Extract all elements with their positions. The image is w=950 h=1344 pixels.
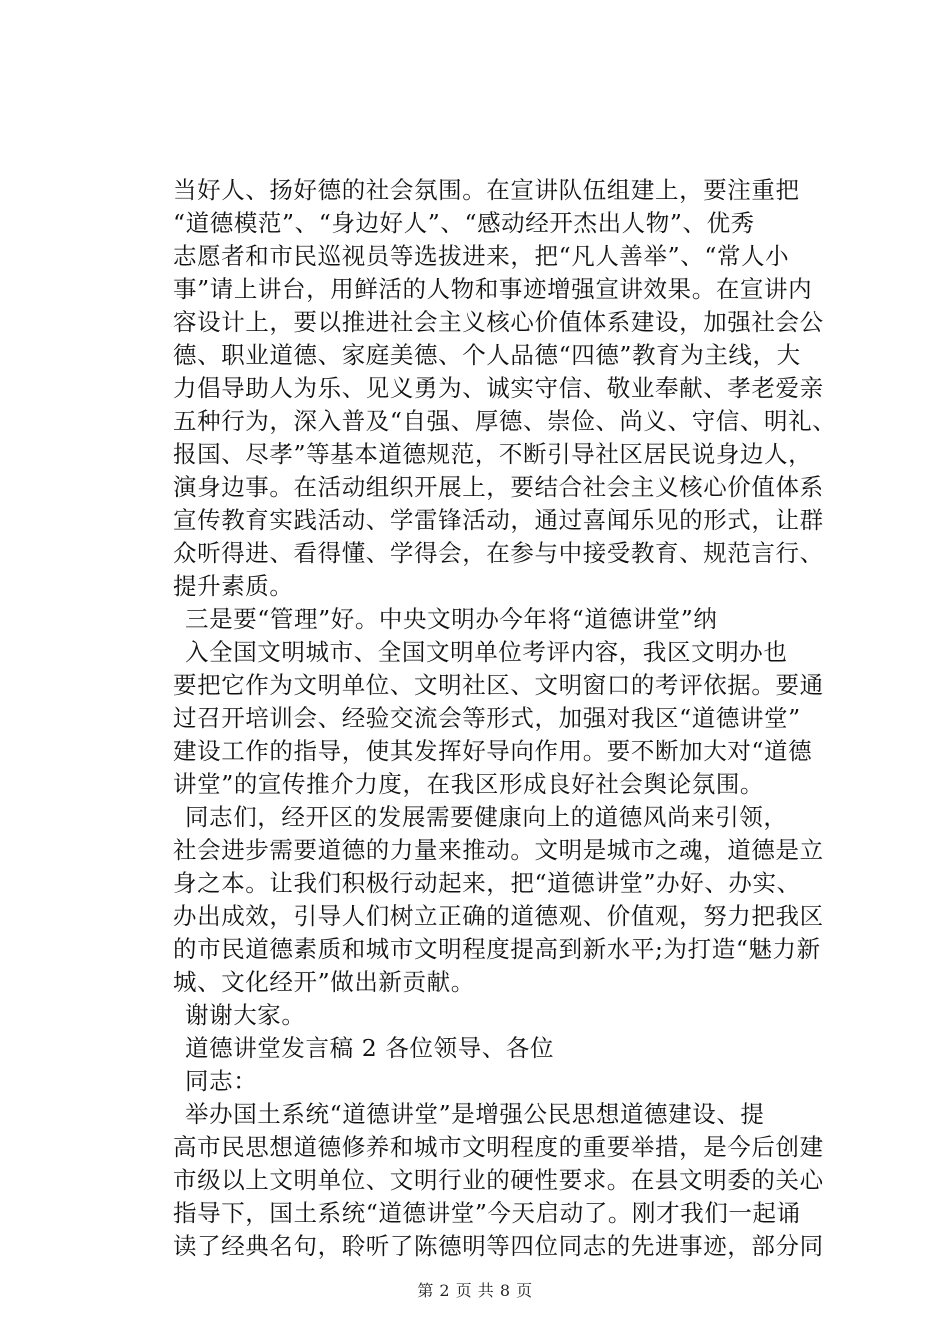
text-line: 身之本。让我们积极行动起来，把“道德讲堂”办好、办实、 bbox=[173, 869, 801, 897]
text-line: 谢谢大家。 bbox=[185, 1001, 306, 1029]
text-line: 举办国土系统“道德讲堂”是增强公民思想道德建设、提 bbox=[185, 1100, 765, 1128]
text-line: 的市民道德素质和城市文明程度提高到新水平;为打造“魅力新 bbox=[173, 935, 821, 963]
text-line: 三是要“管理”好。中央文明办今年将“道德讲堂”纳 bbox=[185, 605, 718, 633]
text-line: 当好人、扬好德的社会氛围。在宣讲队伍组建上，要注重把 bbox=[173, 176, 800, 204]
text-line: 高市民思想道德修养和城市文明程度的重要举措，是今后创建 bbox=[173, 1133, 824, 1161]
text-line: 力倡导助人为乐、见义勇为、诚实守信、敬业奉献、孝老爱亲 bbox=[173, 374, 824, 402]
text-line: 同志们，经开区的发展需要健康向上的道德风尚来引领， bbox=[185, 803, 788, 831]
text-line: 容设计上，要以推进社会主义核心价值体系建设，加强社会公 bbox=[173, 308, 824, 336]
text-line: 同志： bbox=[185, 1067, 258, 1095]
text-line: 报国、尽孝”等基本道德规范，不断引导社区居民说身边人， bbox=[173, 440, 813, 468]
text-line: 演身边事。在活动组织开展上，要结合社会主义核心价值体系 bbox=[173, 473, 824, 501]
text-line: 要把它作为文明单位、文明社区、文明窗口的考评依据。要通 bbox=[173, 671, 824, 699]
text-line: 道德讲堂发言稿 2 各位领导、各位 bbox=[185, 1034, 555, 1062]
text-line: 志愿者和市民巡视员等选拔进来，把“凡人善举”、“常人小 bbox=[173, 242, 790, 270]
text-line: 众听得进、看得懂、学得会，在参与中接受教育、规范言行、 bbox=[173, 539, 824, 567]
document-body bbox=[173, 174, 837, 1263]
text-line: 事”请上讲台，用鲜活的人物和事迹增强宣讲效果。在宣讲内 bbox=[173, 275, 813, 303]
text-line: 宣传教育实践活动、学雷锋活动，通过喜闻乐见的形式，让群 bbox=[173, 506, 824, 534]
text-line: 指导下，国土系统“道德讲堂”今天启动了。刚才我们一起诵 bbox=[173, 1199, 801, 1227]
text-line: 入全国文明城市、全国文明单位考评内容，我区文明办也 bbox=[185, 638, 788, 666]
text-line: “道德模范”、“身边好人”、“感动经开杰出人物”、优秀 bbox=[173, 209, 755, 237]
text-line: 市级以上文明单位、文明行业的硬性要求。在县文明委的关心 bbox=[173, 1166, 824, 1194]
text-line: 社会进步需要道德的力量来推动。文明是城市之魂，道德是立 bbox=[173, 836, 824, 864]
text-line: 建设工作的指导，使其发挥好导向作用。要不断加大对“道德 bbox=[173, 737, 813, 765]
text-line: 过召开培训会、经验交流会等形式，加强对我区“道德讲堂” bbox=[173, 704, 801, 732]
text-line: 讲堂”的宣传推介力度，在我区形成良好社会舆论氛围。 bbox=[173, 770, 765, 798]
text-line: 提升素质。 bbox=[173, 572, 294, 600]
text-line: 办出成效，引导人们树立正确的道德观、价值观，努力把我区 bbox=[173, 902, 824, 930]
text-line: 德、职业道德、家庭美德、个人品德“四德”教育为主线，大 bbox=[173, 341, 801, 369]
text-line: 城、文化经开”做出新贡献。 bbox=[173, 968, 475, 996]
page-footer: 第 2 页 共 8 页 bbox=[417, 1281, 533, 1300]
text-line: 读了经典名句，聆听了陈德明等四位同志的先进事迹，部分同 bbox=[173, 1232, 824, 1260]
text-line: 五种行为，深入普及“自强、厚德、崇俭、尚义、守信、明礼、 bbox=[173, 407, 837, 435]
